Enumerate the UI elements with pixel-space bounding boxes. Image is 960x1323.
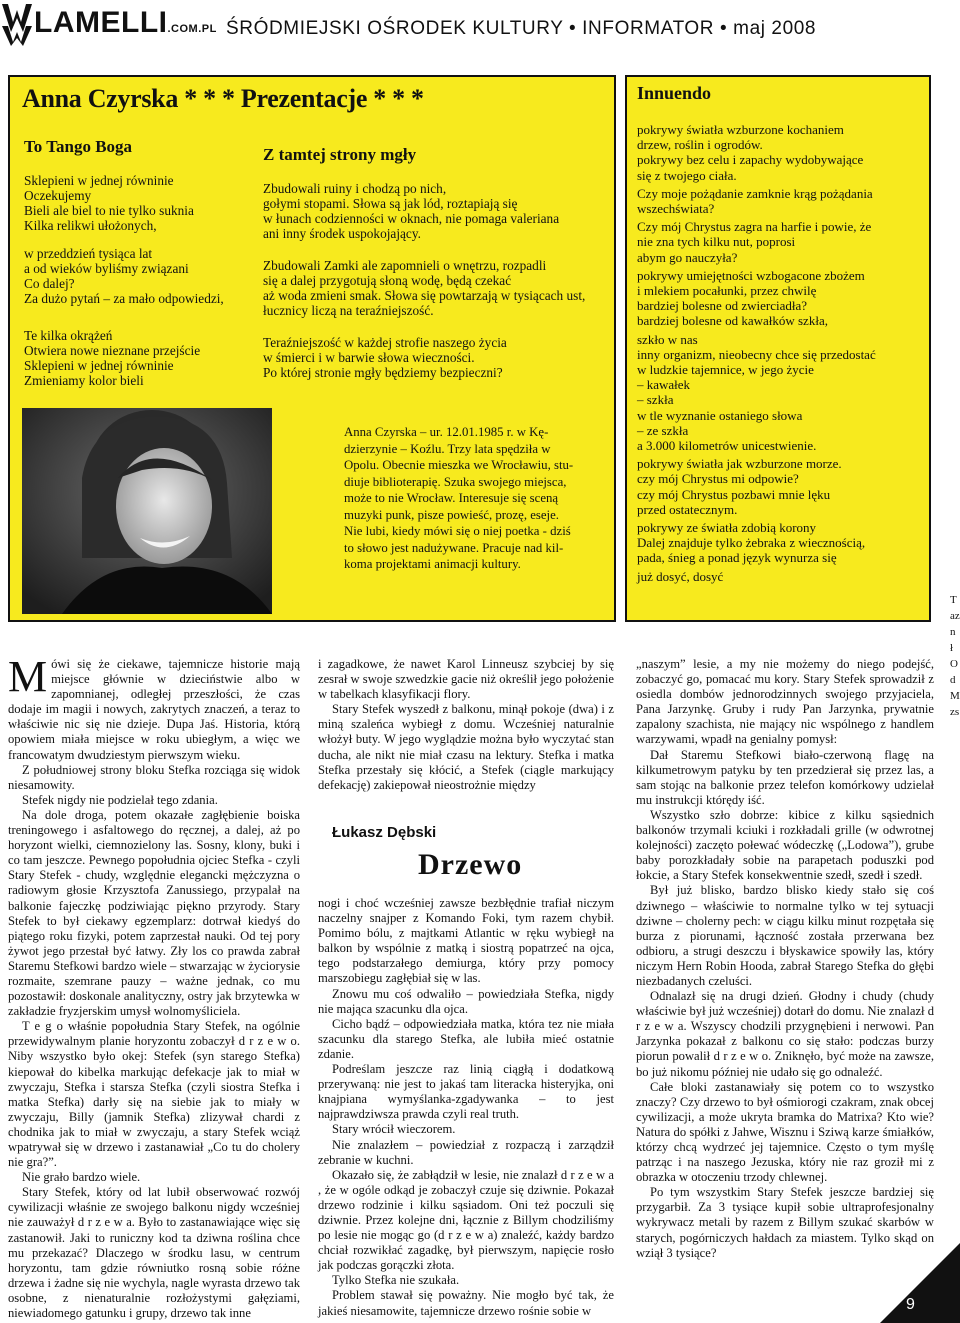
poem-line: bardziej bolesne od kawałków szkła, (637, 313, 828, 329)
poem3-body (637, 122, 876, 584)
poem-line: gołymi stopami. Słowa są jak lód, roztapiają się (263, 196, 518, 211)
story-column-3 (636, 657, 934, 1261)
header-title: ŚRÓDMIEJSKI OŚRODEK KULTURY • INFORMATOR • maj 2008 (226, 18, 817, 39)
poem-line: przed ostatecznym. (637, 501, 738, 517)
paragraph: i zagadkowe, że nawet Karol Linneusz szybciej by się zesrał w swoje szwedzkie gacie niż określił jego położenie w tabelkach klasyfikacji flory. (318, 657, 614, 702)
story-column-2-top (318, 657, 614, 793)
paragraph: Wszystko szło dobrze: kibice z kilku sąsiednich balkonów trzymali kciuki i rozkładali grille (w odwrotnej kolejności) zaczęto połewać wódeczkę („Lodowa”), grube baby porozkładały sobie na parapetach poduszki pod łokcie, a Stary Stefek konsekwentnie szedł, szedł i szedł. (636, 807, 934, 883)
paragraph: nogi i choć wcześniej zawsze bezbłędnie trafiał niczym naczelny snajper z Komando Foki, tym razem chybił. Pomimo bólu, z majtkami Atlantic w ręku wybiegł na balkon by wspólnie z matką i siostrą popatrzeć na ojca, tego podstarzałego demiurga, który przy pomocy marszobiegu zagłębiał się w las. (318, 896, 614, 986)
poem-line: czy mój Chrystus mi odpowie? (637, 471, 799, 487)
logo-main: LAMELLI (34, 6, 168, 39)
poem-line: Te kilka okrążeń (24, 328, 113, 343)
poem-line: łucznicy liczą na teraźniejszość. (263, 303, 434, 318)
poem-line: – ze szkła (637, 422, 689, 438)
bio-line: Nie lubi, kiedy mówi się o niej poetka - dziś (344, 524, 571, 538)
poem-line: w ludzkie tajemnice, w jego życie (637, 362, 814, 378)
poem-line: abym go nauczyła? (637, 249, 738, 265)
poem-line: już dosyć, dosyć (637, 568, 724, 584)
paragraph: Stefek nigdy nie podzielał tego zdania. (22, 792, 218, 807)
poem-line: Za dużo pytań – za mało odpowiedzi, (24, 291, 224, 306)
author-photo-image (22, 408, 272, 614)
story-column-1 (8, 652, 300, 1321)
edge-clipped-text: Tazn łOdMzs (950, 594, 960, 718)
poem-line: inny organizm, nieobecny chce się przedostać (637, 346, 876, 362)
poem3-title: Innuendo (637, 83, 712, 103)
paragraph: Cicho bądź – odpowiedziała matka, która tez nie miała szacunku dla starego Stefka, ale lubiła mieć ostatnie zdanie. (318, 1016, 614, 1061)
paragraph: Na dole droga, potem okazałe zagłębienie boiska treningowego i asfaltowego do ręcznej, a dalej, aż po horyzont wielki, ciemnozielony las. Sosny, klony, buki i co tam jeszcze. Pewnego popołudnia ojciec Stefka - czyli Stary Stefek - chudy, względnie elegancki mężczyzna o radiowym głosie Krzysztofa Zanussiego, przypalał na balkonie fajeczkę podziwiając piękno przyrody. Stary Stefek to był ciekawy egzemplarz: dotrwał kiedyś do piątego roku fizyki, potem zaprzestał nauki. Od tej pory żywot jego przestał być łatwy. Zły los co prawda zabrał Staremu Stefkowi bardzo wiele – stwarzając w życiorysie rozmaite, szemrane pauzy – ważne jednak, co mu pozostawił: doskonale analityczny, ostry jak brzytewka w zakładzie fryzjerskim umysł wolnomyśliciela. (8, 807, 300, 1019)
paragraph: Stary wrócił wieczorem. (332, 1122, 456, 1137)
poem-line: Sklepieni w jednej równinie (24, 358, 174, 373)
story-title: Drzewo (418, 848, 523, 881)
bio-line: dzierzynie – Koźlu. Trzy lata spędziła w (344, 441, 551, 456)
poem-gap (24, 233, 224, 246)
poem-line: Po której stronie mgły będziemy bezpieczni? (263, 365, 503, 380)
author-photo (22, 408, 272, 614)
poem-line: pokrywy ze światła zdobią korony (637, 520, 817, 536)
paragraph: Znowu mu coś odwaliło – powiedziała Stefka, nigdy nie mająca szacunku dla ojca. (318, 986, 614, 1016)
poem-line: w łunach codzienności w oknach, nie pomaga valeriana (263, 211, 560, 226)
poem-line: Kilka relikwi ułożonych, (24, 218, 157, 233)
paragraph: Problem stawał się poważny. Nie mogło być tak, że jakieś niesamowite, tajemnicze drzewo rośnie sobie w (318, 1288, 614, 1318)
poem-line: się a dalej przygotują słoną wodę, będą czekać (263, 273, 512, 288)
poem-line: Bieli ale biel to nie tylko suknia (24, 203, 194, 218)
paragraph: Całe bloki zastanawiały się potem co to wszystko znaczy? Czy drzewo to był ośmiorogi czakram, znak obcej cywilizacji, a może ukryta bramka do Matrixa? Kto wie? Natura do spółki z Jahwe, Wisznu i Sziwą karze śmiałków, którzy chcą wydrzeć jej tajemnice. Często o tym myślę patrząc i na naszego Jezuska, który nie raz groził mi z obrazka w otoczeniu trzody chlewnej. (636, 1079, 934, 1185)
bio-line: Opolu. Obecnie mieszka we Wrocławiu, stu- (344, 458, 574, 472)
poem-line: Co dalej? (24, 276, 75, 291)
poem-line: Teraźniejszość w każdej strofie naszego życia (263, 335, 507, 350)
bio-line: koma projektami animacji kultury. (344, 557, 521, 571)
bio-line: diuje biblioterapię. Szuka swojego miejsca, (344, 474, 567, 489)
poem-line: Sklepieni w jednej równinie (24, 173, 174, 188)
poem-line: pokrywy światła jak wzburzone morze. (637, 456, 842, 472)
poem-line: ani inny środek uspokojający. (263, 226, 421, 241)
page-corner (880, 1243, 960, 1323)
poem-line: Zbudowali Zamki ale zapomnieli o wnętrzu, rozpadli (263, 258, 547, 273)
poem-line: szkło w nas (637, 331, 698, 347)
poem-line: Czy mój Chrystus zagra na harfie i powie, że (637, 219, 872, 235)
poem-line: czy mój Chrystus pozbawi mnie lęku (637, 486, 831, 502)
poem-line: pokrywy bez celu i zapachy wydobywające (637, 152, 864, 168)
logo-suffix: .COM.PL (167, 23, 217, 35)
logo-text (34, 6, 217, 40)
story-column-2-bottom (318, 896, 614, 1319)
paragraph: Dał Staremu Stefkowi biało-czerwoną flagę na kilkumetrowym patyku by ten przedzierał się przez las, a sam stojąc na balkonie przez telefon komórkowy udzielał mu instrukcji którędy iść. (636, 747, 934, 807)
poem-line: się z twojego ciała. (637, 167, 737, 183)
poem-gap (24, 306, 224, 328)
paragraph: ówi się że ciekawe, tajemnicze historie mają miejsce głównie w dzieciństwie albo w zapomnianej, odległej przeszłości, że czas dodaje im magii i nowych, zakrytych znaczeń, a teraz to właściwie nic się nie dzieje. Dupa Jaś. Historia, którą opowiem miała miejsce w roku ubiegłym, a więc we francowatym dwudziestym pierwszym wieku. (8, 657, 300, 762)
bio-line: może to nie Wrocław. Interesuje się sceną (344, 491, 559, 505)
poem-line: pokrywy światła wzburzone kochaniem (637, 122, 844, 137)
poem2-body (263, 181, 585, 380)
poem-line: w śmierci i w barwie słowa wieczności. (263, 350, 475, 365)
paragraph: Z południowej strony bloku Stefka rozciąga się widok niesamowity. (8, 762, 300, 792)
paragraph: T e g o właśnie popołudnia Stary Stefek, na ogólnie przewidywalnym planie horyzontu zobaczył d r z e w o. Niby wszystko było okej: Stefek (syn starego Stefka) kiepował do kibelka markując defekacje jak to miał w zwyczaju, Stefka i starsza Stefka (czyli siostra Stefka i matka Stefka) darły się na siebie jak to miały w zwyczaju, Billy (jamnik Stefka) zlizywał chardi z chodnika jak to miał w zwyczaju, a stary Stefek wciąż wpatrywał się w drzewo i zastanawiał „Co tu do cholery nie gra?”. (8, 1019, 300, 1170)
page-number: 9 (906, 1296, 915, 1313)
paragraph: Tylko Stefka nie szukała. (332, 1273, 460, 1288)
poem-line: – kawałek (637, 377, 691, 393)
poem1-body (24, 173, 224, 388)
poem-line: wszechświata? (637, 201, 715, 217)
poem-line: bardziej bolesne od zwierciadła? (637, 298, 807, 314)
poem-line: Dalej znajduje tylko żebraka z wiecznością, (637, 535, 866, 551)
bio-line: to słowo jest nadużywane. Pracuje nad kil- (344, 540, 564, 555)
poem-line: – szkła (637, 392, 674, 408)
logo-icon (0, 0, 34, 46)
poem-line: a od wieków byliśmy związani (24, 261, 189, 276)
bio-line: muzyki punk, pisze powieść, prozę, eseje. (344, 507, 559, 522)
paragraph: Był już blisko, bardzo blisko kiedy stało się coś dziwnego – właściwie to normalne tylko w tej sytuacji dziwne – cholerny pech: w ciągu kilku minut rozpętała się burza z piorunami, łączność została przerwana bez odbioru, a strugi deszczu i błyskawice spowiły las, który niczym Hern Robin Hooda, zabrał Starego Stefka do głębi niezbadanych czeluści. (636, 883, 934, 988)
poem-line: a 3.000 kilometrów unicestwienie. (637, 438, 817, 454)
dropcap: M (8, 652, 48, 701)
paragraph: „naszym” lesie, a my nie możemy do niego podejść, zobaczyć go, pomacać mu kory. Stary Stefek sprowadził z osiedla dombów jednorodzinnych swojego przyjaciela, Pana Jarzynkę. Gruby i rudy Pan Jarzynka, prywatnie zapalony szachista, nie mający nic wspólnego z handlem warzywami, wpadł na genialny pomysł: (636, 657, 934, 747)
poem-line: Zmieniamy kolor bieli (24, 373, 144, 388)
poem-line: Otwiera nowe nieznane przejście (24, 343, 201, 358)
paragraph: Stary Stefek, który od lat lubił obserwować rozwój cywilizacji właśnie ze swojego balkonu nigdy wcześniej nie zauważył d r z e w a. Było to zastanawiające więc się zastanowił. Jaki to runiczny kod ta dziwna roślina chce mu przekazać? Dlaczego w środku lasu, w centrum horyzontu, tam gdzie równiutko rosną sobie różne drzewa i żadne się nie wychyla, nagle wyrasta drzewo tak osobne, z nienaturalnie rozłożystymi gałęziami, niewiadomego gatunku i grupy, drzewo tak inne (8, 1185, 300, 1321)
poem1-title: To Tango Boga (24, 137, 133, 156)
paragraph: Odnalazł się na drugi dzień. Głodny i chudy (chudy właściwie był już wcześniej) dotarł do domu. Nie znalazł d r z e w a. Wszyscy chodzili przygnębieni i nerwowi. Pan Jarzynka pokazał z balkonu co się stało: podczas burzy piorun powalił d r z e w o. Zniknęło, być może na zawsze, bo już nikomu później nie udało się go odnaleźć. (636, 989, 934, 1079)
paragraph: Nie grało bardzo wiele. (22, 1170, 141, 1185)
poem-line: aż woda zmieni smak. Słowa się powtarzają w tysiącach ust, (263, 288, 586, 303)
poem-line: w przeddzień tysiąca lat (24, 246, 153, 261)
poem-line: w tle wyznanie ostaniego słowa (637, 407, 803, 423)
main-heading: Anna Czyrska * * * Prezentacje * * * (22, 84, 424, 113)
paragraph: Podreślam jeszcze raz linią ciągłą i dodatkową przerywaną: nie jest to jakaś tam literacka histeryjka, oni knajpiana wymyślanka-zgadywanka – to jest najprawdziwsza prawda czyli real truth. (318, 1062, 614, 1122)
poem-line: Czy moje pożądanie zamknie krąg pożądania (637, 185, 873, 201)
story-author: Łukasz Dębski (332, 824, 437, 841)
poem2-title: Z tamtej strony mgły (263, 145, 417, 164)
paragraph: Po tym wszystkim Stary Stefek jeszcze bardziej się przygarbił. Za 3 tysiące kupił sobie ultraprofesjonalny wykrywacz metali by razem z Billym szukać skarbów w starych, pogórniczych hałdach za miastem. Tylko skąd on wziął 3 tysiące? (636, 1185, 934, 1260)
bio-line: Anna Czyrska – ur. 12.01.1985 r. w Kę- (344, 425, 549, 439)
poem-line: i mlekiem pocałunki, przez chwilę (637, 283, 817, 299)
paragraph: Nie znalazłem – powiedział z rozpaczą i zarządził zebranie w kuchni. (318, 1137, 614, 1167)
paragraph: Stary Stefek wyszedł z balkonu, minął pokoje (dwa) i z miną szaleńca wybiegł z domu. Wcześniej naturalnie włożył buty. W jego wyglądzie można było wyczytać stan ducha, ale nikt nie miał czasu na lektury. Stefka i matka Stefka przestały się kłócić, a Stefek (ciągle markujący defekację) zakiepował nieostrożnie między (318, 702, 614, 792)
poem-line: nie zna tych kilku nut, poprosi (637, 234, 796, 250)
poem-line: Zbudowali ruiny i chodzą po nich, (263, 181, 447, 196)
poem-gap (263, 241, 585, 258)
poem-gap (263, 318, 585, 335)
author-bio (344, 424, 573, 573)
paragraph: Okazało się, że zabłądził w lesie, nie znalazł d r z e w a , że w ogóle odkąd je zobaczył czuje się dziwnie. Pokazał drzewo rodzinie i kilku sąsiadom. Oni też poczuli się dziwnie. Przez kolejne dni, łącznie z Billym chodziliśmy po lesie nie mogąc go (d r z e w a) znaleźć, każdy bardzo chciał rozwikłać zagadkę, był pierwszym, napięcie rosło jak podczas gorączki złota. (318, 1167, 614, 1273)
poem-line: Oczekujemy (24, 188, 92, 203)
poem-line: pokrywy umiejętności wzbogacone zbożem (637, 267, 865, 283)
poem-line: pada, śnieg a ponad język wynurza się (637, 550, 837, 566)
poem-line: drzew, roślin i ogrodów. (637, 137, 763, 153)
